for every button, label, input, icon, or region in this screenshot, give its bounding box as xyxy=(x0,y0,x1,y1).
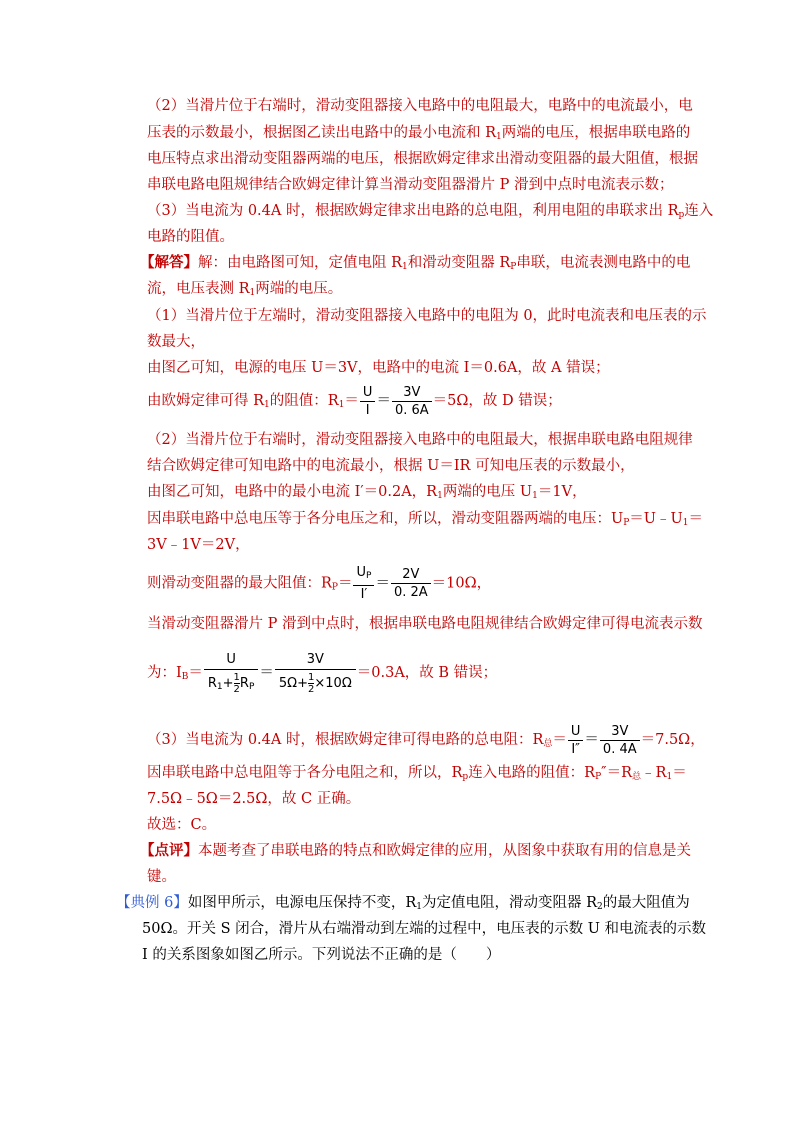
fraction-one-half: $\frac{1}{2}$ xyxy=(308,671,315,695)
text-line: 因串联电路中总电压等于各分电压之和，所以，滑动变阻器两端的电压：$U_P=U﹣U_1=$ xyxy=(147,511,703,528)
text-line: 结合欧姆定律可知电路中的电流最小，根据 U＝IR 可知电压表的示数最小， xyxy=(147,458,635,474)
text-line: （1）当滑片位于左端时，滑动变阻器接入电路中的电阻为 0，此时电流表和电压表的示 xyxy=(147,308,707,324)
text-line: 电压特点求出滑动变阻器两端的电压，根据欧姆定律求出滑动变阻器的最大阻值，根据 xyxy=(147,151,698,167)
text-line: 串联电路电阻规律结合欧姆定律计算当滑动变阻器滑片 P 滑到中点时电流表示数； xyxy=(147,177,674,193)
text-line: 电路的阻值。 xyxy=(147,229,234,245)
text-line: 【典例 6】如图甲所示，电源电压保持不变，$R_1$为定值电阻，滑动变阻器 $R_2$的最大阻值为 xyxy=(116,895,690,912)
text-line: 【解答】解：由电路图可知，定值电阻 $R_1$和滑动变阻器 $R_P$串联，电流表测电路中的电 xyxy=(140,254,691,272)
formula-line: 由欧姆定律可得 $R_1$的阻值：$R_1=$ $\frac{U}{I}$ ＝ $\frac{3V}{0. 6A}$ ＝5Ω，故 D 错误； xyxy=(147,384,562,418)
fraction-3v-over-04a: $\frac{3V}{0. 4A}$ xyxy=(600,724,640,757)
answer-tag: 【解答】 xyxy=(140,254,198,271)
text-line: 键。 xyxy=(147,869,176,885)
text-line: （3）当电流为 0.4A 时，根据欧姆定律求出电路的总电阻，利用电阻的串联求出 $R_p$连入 xyxy=(147,203,714,220)
fraction-one-half: $\frac{1}{2}$ xyxy=(233,671,240,695)
text-line: 数最大， xyxy=(147,334,205,350)
fraction-3v-over-06a: $\frac{3V}{0. 6A}$ xyxy=(392,385,432,418)
formula-line: 则滑动变阻器的最大阻值：$R_P=$ $\frac{U_P}{I'}$ ＝ $\frac{2V}{0. 2A}$ ＝10Ω， xyxy=(147,565,492,602)
formula-line: 为：$I_B=$ U $R_1+$ $\frac{1}{2}$ $R_P$ ＝ 3V 5Ω+ $\frac{1}{2}$ ×10Ω ＝0.3A，故 B 错误； xyxy=(147,651,498,695)
text-line: （2）当滑片位于右端时，滑动变阻器接入电路中的电阻最大，根据串联电路电阻规律 xyxy=(147,432,693,448)
text-line: I 的关系图象如图乙所示。下列说法不正确的是（ ） xyxy=(142,947,501,963)
text-line: 由图乙可知，电路中的最小电流 I′＝0.2A，$R_1$两端的电压 $U_1=1V$， xyxy=(147,484,587,501)
fraction-u-over-i-double-prime: $\frac{U}{I''}$ xyxy=(568,724,584,757)
fraction-u-over-i: $\frac{U}{I}$ xyxy=(360,385,376,418)
fraction-up-over-i-prime: $\frac{U_P}{I'}$ xyxy=(353,565,374,602)
text-line: 3V﹣1V＝2V， xyxy=(147,537,250,553)
fraction-current-formula: U $R_1+$ $\frac{1}{2}$ $R_P$ xyxy=(204,652,259,695)
text-line: （2）当滑片位于右端时，滑动变阻器接入电路中的电阻最大，电路中的电流最小，电 xyxy=(147,98,693,114)
example-tag: 【典例 6】 xyxy=(116,895,188,911)
fraction-2v-over-02a: $\frac{2V}{0. 2A}$ xyxy=(391,567,431,600)
text-line: 7.5Ω﹣5Ω＝2.5Ω，故 C 正确。 xyxy=(147,791,361,807)
text-line: 因串联电路中总电阻等于各分电阻之和，所以，$R_p$连入电路的阻值：$R_P''=R_总﹣R_1=$ xyxy=(147,765,687,782)
text-line: 压表的示数最小，根据图乙读出电路中的最小电流和 $R_1$两端的电压，根据串联电路的 xyxy=(147,125,691,142)
formula-line: （3）当电流为 0.4A 时，根据欧姆定律可得电路的总电阻：$R_总=$ $\frac{U}{I''}$ ＝ $\frac{3V}{0. 4A}$ ＝7.5Ω， xyxy=(147,723,705,757)
text-line: 50Ω。开关 S 闭合，滑片从右端滑动到左端的过程中，电压表的示数 U 和电流表的示数 xyxy=(142,921,707,937)
text-line: 流，电压表测 $R_1$两端的电压。 xyxy=(147,281,343,298)
text-line: 由图乙可知，电源的电压 U＝3V，电路中的电流 I＝0.6A，故 A 错误； xyxy=(147,360,610,376)
fraction-current-values: 3V 5Ω+ $\frac{1}{2}$ ×10Ω xyxy=(275,652,356,695)
text-line: 故选：C。 xyxy=(147,817,217,833)
text-line: 【点评】本题考查了串联电路的特点和欧姆定律的应用，从图象中获取有用的信息是关 xyxy=(140,842,691,859)
comment-tag: 【点评】 xyxy=(140,842,198,859)
text-line: 当滑动变阻器滑片 P 滑到中点时，根据串联电路电阻规律结合欧姆定律可得电流表示数 xyxy=(147,616,703,632)
